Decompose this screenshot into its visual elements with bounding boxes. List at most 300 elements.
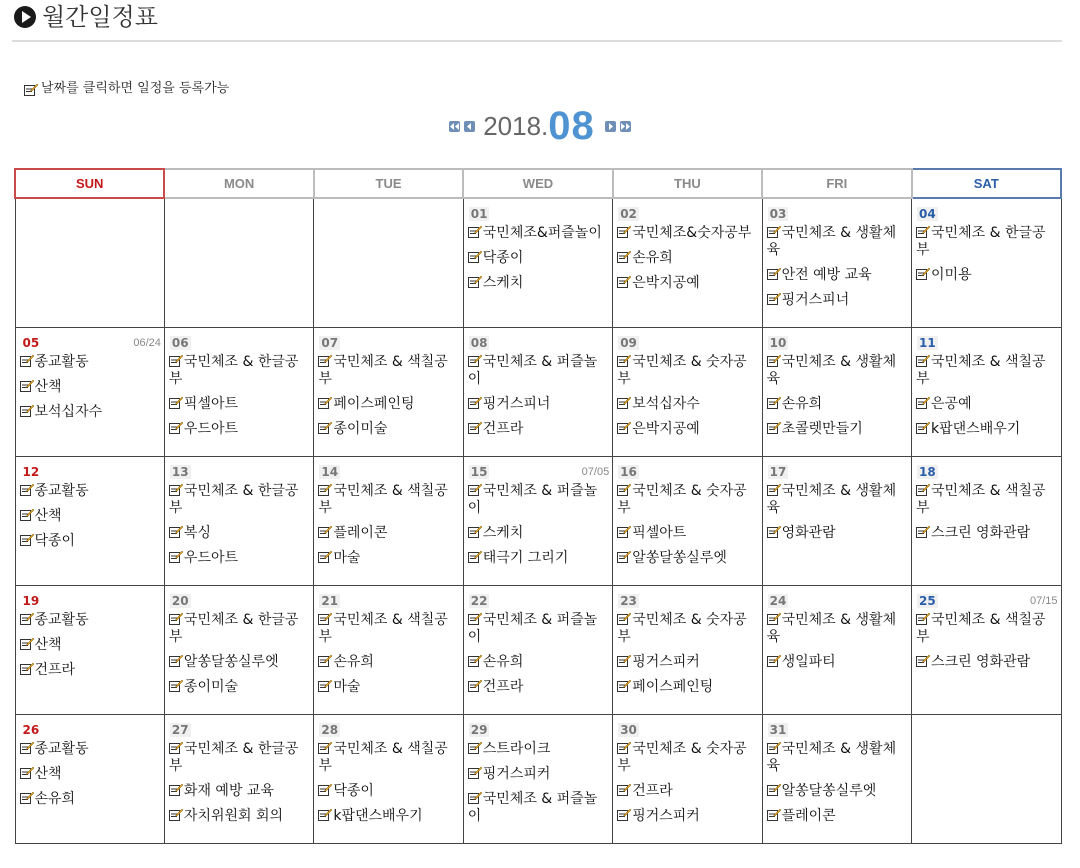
memo-icon: [468, 396, 482, 409]
day-cell[interactable]: [762, 586, 911, 715]
day-cell[interactable]: [15, 457, 164, 586]
day-number[interactable]: 30: [620, 723, 637, 737]
event-list: [464, 483, 612, 567]
event-title: 국민체조 & 생활체육: [766, 612, 897, 645]
memo-icon: [20, 508, 34, 521]
event-title: 영화관람: [781, 525, 836, 541]
event-list: [314, 483, 462, 567]
event-item[interactable]: [169, 396, 311, 413]
memo-icon: [767, 783, 781, 796]
memo-icon: [318, 525, 332, 538]
day-number[interactable]: 07: [321, 336, 339, 350]
event-item[interactable]: [916, 612, 1058, 646]
event-title: 국민체조 & 색칠공부: [916, 612, 1046, 645]
day-number[interactable]: 17: [769, 465, 787, 479]
memo-icon: [169, 612, 183, 625]
event-item[interactable]: [617, 612, 759, 646]
event-title: 닥종이: [482, 250, 524, 266]
memo-icon: [20, 354, 34, 367]
event-item[interactable]: [617, 679, 759, 696]
day-number[interactable]: 10: [769, 336, 787, 350]
event-title: 알쏭달쏭실루엣: [183, 654, 279, 670]
event-title: 산책: [34, 379, 62, 395]
event-item[interactable]: [767, 783, 909, 800]
day-number[interactable]: 06: [171, 336, 189, 350]
memo-icon: [617, 808, 631, 821]
day-cell[interactable]: [613, 715, 762, 844]
memo-icon: [916, 654, 930, 667]
event-title: 픽셀아트: [183, 396, 239, 412]
day-number[interactable]: 27: [171, 723, 189, 737]
event-title: 태극기 그리기: [482, 550, 569, 566]
weekday-header: TUE: [314, 169, 463, 198]
event-item[interactable]: [767, 421, 909, 438]
memo-icon: [617, 225, 631, 238]
event-item[interactable]: [767, 225, 909, 259]
event-item[interactable]: [318, 525, 460, 542]
calendar-body: [15, 198, 1061, 844]
event-list: [912, 354, 1060, 438]
day-cell[interactable]: [762, 457, 911, 586]
event-item[interactable]: [20, 637, 162, 654]
event-item[interactable]: [318, 550, 460, 567]
lunar-date: 06/24: [133, 337, 161, 349]
event-list: [613, 483, 761, 567]
event-title: 국민체조 & 한글공부: [168, 354, 299, 387]
event-title: 픽셀아트: [632, 525, 687, 541]
event-item[interactable]: [169, 550, 311, 567]
event-item[interactable]: [468, 654, 610, 671]
event-title: 닥종이: [333, 783, 374, 799]
event-title: k팝댄스배우기: [333, 808, 423, 824]
memo-icon: [468, 225, 482, 238]
day-number[interactable]: 04: [919, 207, 936, 221]
event-title: 국민체조 & 한글공부: [168, 483, 299, 516]
day-cell[interactable]: [15, 586, 164, 715]
day-cell[interactable]: [762, 328, 911, 457]
event-list: [763, 354, 911, 438]
event-title: 플레이콘: [781, 808, 836, 824]
event-list: [314, 612, 462, 696]
event-item[interactable]: [318, 421, 460, 438]
event-list: [613, 354, 761, 438]
next-year-icon[interactable]: [620, 121, 631, 132]
event-title: 종이미술: [183, 679, 239, 695]
event-title: 국민체조 & 숫자공부: [617, 354, 747, 387]
day-number[interactable]: 29: [470, 723, 488, 737]
event-list: [16, 483, 164, 550]
event-item[interactable]: [468, 354, 610, 388]
event-list: [314, 354, 462, 438]
event-title: 알쏭달쏭실루엣: [781, 783, 877, 799]
memo-icon: [617, 354, 631, 367]
day-cell[interactable]: [762, 198, 911, 328]
event-list: [912, 612, 1060, 671]
memo-icon: [617, 550, 631, 563]
event-item[interactable]: [916, 396, 1058, 413]
event-list: [912, 225, 1060, 284]
year-label: 2018.: [483, 111, 549, 141]
event-title: 복싱: [183, 525, 211, 541]
event-item[interactable]: [468, 612, 610, 646]
event-item[interactable]: [468, 679, 610, 696]
event-item[interactable]: [916, 267, 1058, 284]
event-list: [613, 741, 761, 825]
memo-icon: [20, 379, 34, 392]
memo-icon: [318, 654, 332, 667]
memo-icon: [169, 654, 183, 667]
event-item[interactable]: [169, 354, 311, 388]
event-item[interactable]: [468, 250, 610, 267]
memo-icon: [169, 550, 183, 563]
event-item[interactable]: [617, 783, 759, 800]
day-number[interactable]: 05: [22, 336, 40, 350]
event-title: 화재 예방 교육: [183, 783, 274, 799]
memo-icon: [468, 550, 482, 563]
event-item[interactable]: [468, 483, 610, 517]
event-item[interactable]: [20, 404, 162, 421]
day-cell[interactable]: [463, 715, 612, 844]
day-number[interactable]: 03: [769, 207, 787, 221]
day-cell[interactable]: [463, 457, 612, 586]
day-number[interactable]: 14: [321, 465, 339, 479]
memo-icon: [468, 741, 482, 754]
event-title: 은공예: [931, 396, 972, 412]
next-month-icon[interactable]: [605, 121, 616, 132]
event-title: 자치위원회 회의: [183, 808, 284, 824]
day-cell[interactable]: [912, 198, 1061, 328]
event-item[interactable]: [20, 662, 162, 679]
memo-icon: [318, 612, 332, 625]
event-item[interactable]: [318, 483, 460, 517]
event-item[interactable]: [20, 533, 162, 550]
event-item[interactable]: [169, 654, 311, 671]
event-item[interactable]: [617, 654, 759, 671]
event-item[interactable]: [617, 421, 759, 438]
event-item[interactable]: [767, 292, 909, 309]
memo-icon: [468, 483, 482, 496]
event-item[interactable]: [916, 354, 1058, 388]
event-item[interactable]: [318, 354, 460, 388]
event-item[interactable]: [468, 275, 610, 292]
event-item[interactable]: [916, 225, 1058, 259]
day-cell[interactable]: [164, 457, 313, 586]
event-item[interactable]: [916, 483, 1058, 517]
event-item[interactable]: [617, 808, 759, 825]
week-row: [15, 328, 1061, 457]
day-number[interactable]: 26: [22, 723, 40, 737]
event-title: 국민체조 & 색칠공부: [318, 483, 448, 516]
event-item[interactable]: [617, 550, 759, 567]
event-title: 종이미술: [333, 421, 388, 437]
day-cell[interactable]: [164, 328, 313, 457]
event-item[interactable]: [318, 808, 460, 825]
day-number[interactable]: 13: [171, 465, 189, 479]
day-cell[interactable]: [463, 328, 612, 457]
memo-icon: [767, 612, 781, 625]
day-number[interactable]: 23: [620, 594, 637, 608]
event-list: [165, 483, 313, 567]
memo-icon: [169, 525, 183, 538]
day-cell[interactable]: [912, 457, 1061, 586]
memo-icon: [617, 275, 631, 288]
day-number[interactable]: 16: [620, 465, 637, 479]
day-cell[interactable]: [762, 715, 911, 844]
event-item[interactable]: [617, 741, 759, 775]
event-title: 손유희: [34, 791, 76, 807]
day-number[interactable]: 19: [22, 594, 40, 608]
day-cell[interactable]: [164, 586, 313, 715]
memo-icon: [169, 483, 183, 496]
event-item[interactable]: [468, 421, 610, 438]
event-title: 마술: [333, 679, 361, 695]
memo-icon: [169, 808, 183, 821]
event-title: 국민체조 & 한글공부: [168, 612, 299, 645]
event-item[interactable]: [617, 225, 759, 242]
event-title: 손유희: [632, 250, 673, 266]
event-title: 이미용: [931, 267, 972, 283]
memo-icon: [20, 741, 34, 754]
day-cell[interactable]: [912, 328, 1061, 457]
event-item[interactable]: [468, 396, 610, 413]
event-title: 안전 예방 교육: [781, 267, 872, 283]
event-title: 건프라: [482, 421, 524, 437]
day-cell[interactable]: [15, 715, 164, 844]
event-title: 핑거스피커: [632, 654, 700, 670]
event-title: 종교활동: [34, 354, 89, 370]
event-item[interactable]: [169, 808, 311, 825]
calendar-table: [14, 168, 1062, 844]
event-title: 국민체조 & 색칠공부: [916, 354, 1046, 387]
event-item[interactable]: [20, 766, 162, 783]
event-item[interactable]: [617, 525, 759, 542]
memo-icon: [318, 550, 332, 563]
memo-icon: [767, 808, 781, 821]
event-item[interactable]: [20, 741, 162, 758]
event-title: 국민체조 & 색칠공부: [318, 612, 448, 645]
event-title: 핑거스피너: [781, 292, 850, 308]
event-list: [314, 741, 462, 825]
event-item[interactable]: [169, 421, 311, 438]
day-cell[interactable]: [314, 328, 463, 457]
event-title: k팝댄스배우기: [931, 421, 1021, 437]
memo-icon: [617, 483, 631, 496]
event-item[interactable]: [617, 275, 759, 292]
event-item[interactable]: [767, 808, 909, 825]
memo-icon: [318, 396, 332, 409]
event-item[interactable]: [767, 612, 909, 646]
event-list: [165, 741, 313, 825]
month-navigator: [0, 104, 1080, 149]
event-item[interactable]: [20, 354, 162, 371]
event-title: 건프라: [34, 662, 76, 678]
event-title: 페이스페인팅: [333, 396, 415, 412]
event-title: 국민체조&퍼즐놀이: [482, 225, 602, 241]
day-number[interactable]: 21: [321, 594, 339, 608]
event-item[interactable]: [468, 766, 610, 783]
event-item[interactable]: [617, 250, 759, 267]
event-item[interactable]: [169, 612, 311, 646]
memo-icon: [20, 612, 34, 625]
event-title: 국민체조 & 색칠공부: [318, 741, 448, 774]
day-cell[interactable]: [314, 586, 463, 715]
event-title: 국민체조 & 퍼즐놀이: [467, 354, 598, 387]
day-cell[interactable]: [463, 198, 612, 328]
event-title: 건프라: [482, 679, 524, 695]
event-title: 산책: [34, 766, 62, 782]
day-number[interactable]: 20: [171, 594, 189, 608]
memo-icon: [169, 783, 183, 796]
event-title: 산책: [34, 637, 62, 653]
event-item[interactable]: [468, 225, 610, 242]
day-number[interactable]: 22: [470, 594, 488, 608]
event-list: [165, 354, 313, 438]
day-cell[interactable]: [15, 328, 164, 457]
day-cell[interactable]: [613, 586, 762, 715]
day-number[interactable]: 08: [470, 336, 488, 350]
event-title: 스케치: [482, 275, 524, 291]
memo-icon: [468, 250, 482, 263]
event-item[interactable]: [617, 396, 759, 413]
event-list: [763, 483, 911, 542]
event-title: 국민체조 & 생활체육: [766, 741, 897, 774]
event-item[interactable]: [468, 525, 610, 542]
event-item[interactable]: [468, 791, 610, 825]
page-title: 월간일정표: [42, 3, 158, 31]
event-item[interactable]: [617, 354, 759, 388]
event-list: [16, 741, 164, 808]
event-item[interactable]: [20, 508, 162, 525]
event-list: [464, 741, 612, 825]
day-cell[interactable]: [314, 715, 463, 844]
event-item[interactable]: [318, 654, 460, 671]
event-item[interactable]: [20, 791, 162, 808]
event-item[interactable]: [767, 396, 909, 413]
day-number[interactable]: 11: [919, 336, 936, 350]
day-number[interactable]: 24: [769, 594, 787, 608]
event-item[interactable]: [617, 483, 759, 517]
event-item[interactable]: [767, 354, 909, 388]
event-list: [16, 612, 164, 679]
memo-icon: [767, 225, 781, 238]
memo-icon: [767, 525, 781, 538]
month-label: 08: [548, 104, 595, 148]
day-number[interactable]: 28: [321, 723, 339, 737]
day-cell[interactable]: [463, 586, 612, 715]
event-item[interactable]: [318, 612, 460, 646]
event-item[interactable]: [767, 525, 909, 542]
day-cell[interactable]: [613, 457, 762, 586]
event-title: 생일파티: [781, 654, 836, 670]
week-row: [15, 586, 1061, 715]
event-item[interactable]: [169, 783, 311, 800]
event-item[interactable]: [916, 654, 1058, 671]
week-row: [15, 457, 1061, 586]
memo-icon: [318, 783, 332, 796]
memo-icon: [318, 421, 332, 434]
event-title: 국민체조 & 생활체육: [766, 354, 897, 387]
event-title: 페이스페인팅: [632, 679, 714, 695]
day-number[interactable]: 15: [470, 465, 488, 479]
event-list: [613, 612, 761, 696]
event-item[interactable]: [468, 550, 610, 567]
memo-icon: [318, 679, 332, 692]
day-cell[interactable]: [912, 586, 1061, 715]
event-title: 플레이콘: [333, 525, 388, 541]
memo-icon: [318, 741, 332, 754]
day-number[interactable]: 18: [919, 465, 936, 479]
prev-year-icon[interactable]: [449, 121, 460, 132]
day-number[interactable]: 02: [620, 207, 637, 221]
week-row: [15, 715, 1061, 844]
event-item[interactable]: [767, 267, 909, 284]
event-item[interactable]: [767, 741, 909, 775]
event-item[interactable]: [767, 654, 909, 671]
memo-icon: [916, 354, 930, 367]
memo-icon: [617, 421, 631, 434]
event-item[interactable]: [20, 612, 162, 629]
empty-day-cell: [912, 715, 1061, 844]
empty-day-cell: [314, 198, 463, 328]
day-number[interactable]: 12: [22, 465, 40, 479]
event-title: 손유희: [482, 654, 524, 670]
empty-day-cell: [164, 198, 313, 328]
day-number[interactable]: 01: [470, 207, 488, 221]
memo-icon: [767, 267, 781, 280]
event-title: 종교활동: [34, 741, 89, 757]
memo-icon: [617, 612, 631, 625]
event-item[interactable]: [169, 483, 311, 517]
memo-icon: [169, 741, 183, 754]
event-item[interactable]: [20, 379, 162, 396]
memo-icon: [767, 354, 781, 367]
event-item[interactable]: [916, 525, 1058, 542]
day-cell[interactable]: [164, 715, 313, 844]
event-title: 스트라이크: [482, 741, 551, 757]
event-item[interactable]: [468, 741, 610, 758]
instruction-note: [24, 80, 229, 98]
prev-month-icon[interactable]: [464, 121, 475, 132]
event-item[interactable]: [318, 741, 460, 775]
day-cell[interactable]: [613, 198, 762, 328]
memo-icon: [318, 354, 332, 367]
memo-icon: [169, 679, 183, 692]
event-item[interactable]: [318, 783, 460, 800]
event-item[interactable]: [318, 679, 460, 696]
memo-icon: [468, 421, 482, 434]
weekday-header: SAT: [912, 169, 1061, 198]
day-number[interactable]: 31: [769, 723, 787, 737]
day-number[interactable]: 09: [620, 336, 637, 350]
event-item[interactable]: [318, 396, 460, 413]
memo-icon: [617, 741, 631, 754]
day-cell[interactable]: [613, 328, 762, 457]
event-item[interactable]: [20, 483, 162, 500]
event-item[interactable]: [916, 421, 1058, 438]
event-list: [464, 612, 612, 696]
day-cell[interactable]: [314, 457, 463, 586]
event-list: [165, 612, 313, 696]
event-title: 우드아트: [183, 421, 239, 437]
event-list: [16, 354, 164, 421]
event-item[interactable]: [169, 525, 311, 542]
event-title: 핑거스피너: [482, 396, 551, 412]
event-item[interactable]: [169, 741, 311, 775]
day-number[interactable]: 25: [919, 594, 936, 608]
event-item[interactable]: [169, 679, 311, 696]
memo-icon: [468, 612, 482, 625]
event-item[interactable]: [767, 483, 909, 517]
